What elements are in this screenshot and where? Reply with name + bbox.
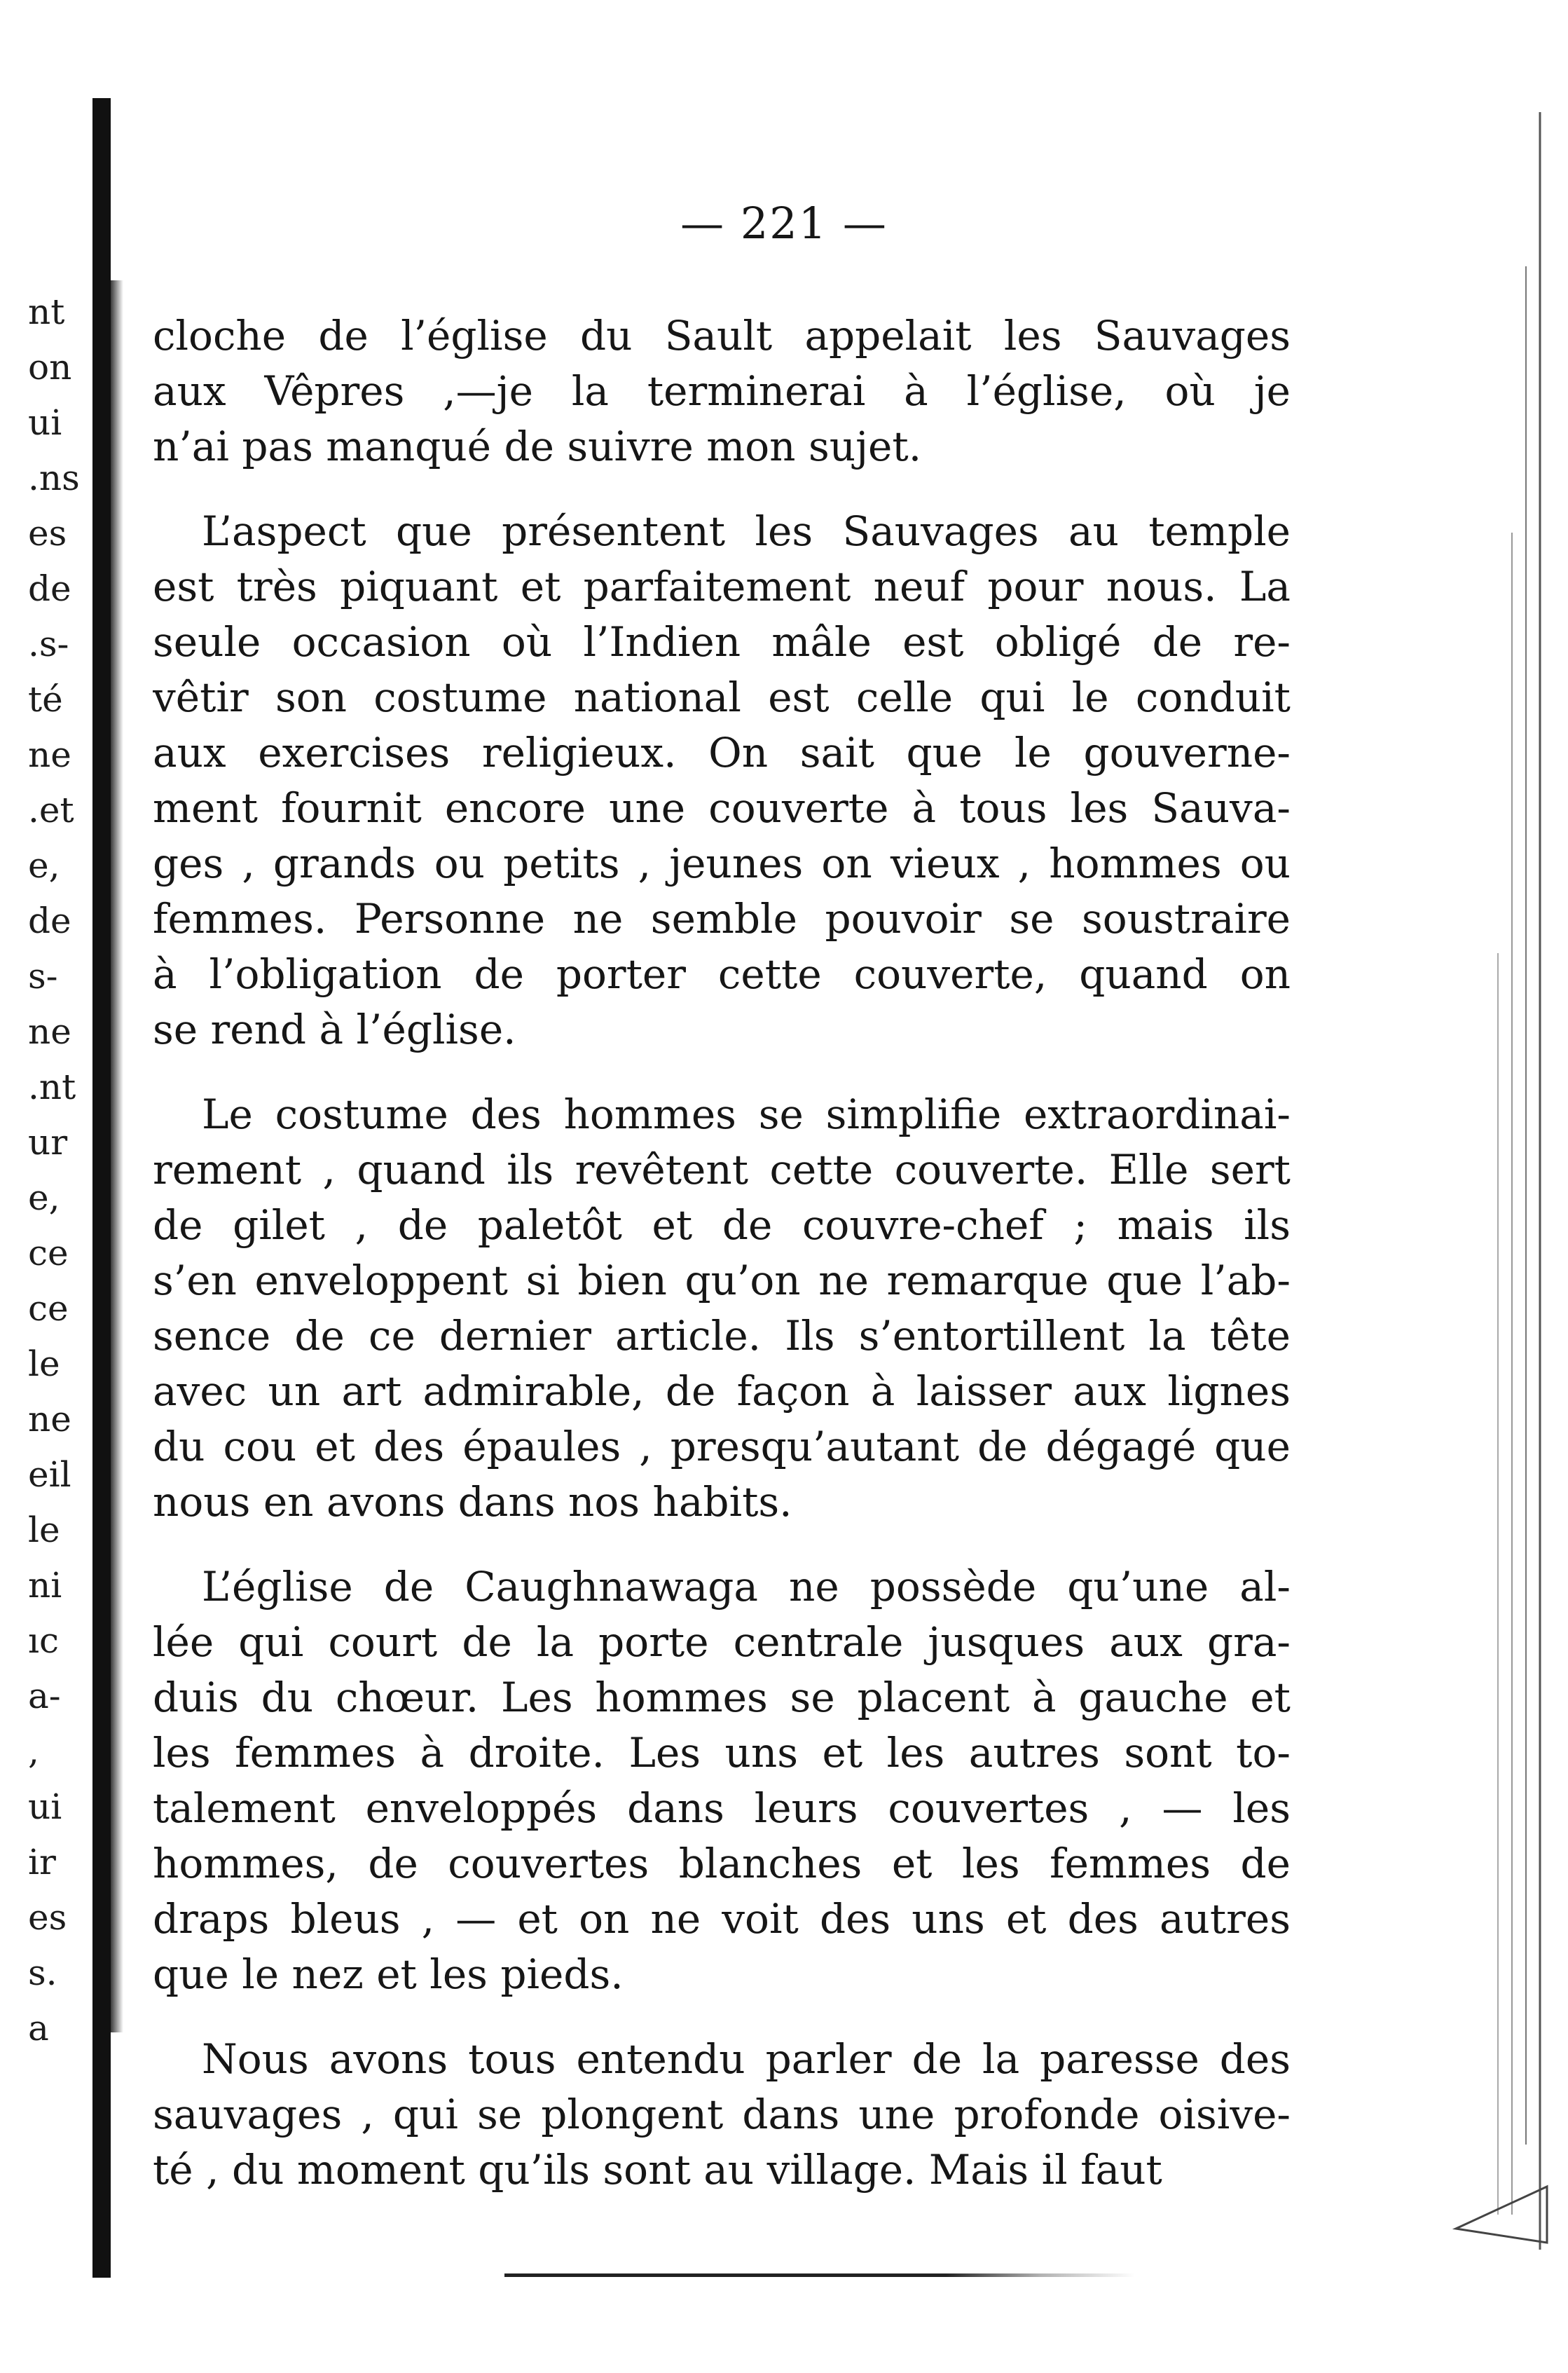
margin-fragment: .s- [28,624,69,664]
margin-fragment: ni [28,1565,62,1606]
text-line: n’ai pas manqué de suivre mon sujet. [153,423,922,470]
margin-fragment: es [28,513,67,554]
text-line: sence de ce dernier article. Ils s’entortillent la tête [153,1312,1291,1360]
margin-fragment: nt [28,292,65,332]
text-line: vêtir son costume national est celle qui le conduit [153,673,1291,721]
text-line: du cou et des épaules , presqu’autant de dégagé que [153,1423,1291,1470]
margin-fragment: le [28,1510,60,1550]
text-line: lée qui court de la porte centrale jusques aux gra- [153,1618,1291,1666]
paragraph [153,1087,1291,1530]
margin-fragment: a- [28,1676,61,1716]
margin-fragment: e, [28,845,60,886]
text-line: duis du chœur. Les hommes se placent à gauche et [153,1674,1291,1721]
text-line: rement , quand ils revêtent cette couverte. Elle sert [153,1146,1291,1194]
margin-fragment: es [28,1897,67,1938]
text-line: femmes. Personne ne semble pouvoir se soustraire [153,895,1291,943]
margin-fragment: de [28,568,71,609]
margin-fragment: ce [28,1288,69,1329]
margin-fragment: .et [28,790,74,830]
text-line: se rend à l’église. [153,1006,516,1053]
text-line: nous en avons dans nos habits. [153,1478,792,1526]
text-line: Nous avons tous entendu parler de la paresse des [202,2035,1291,2083]
margin-fragment: ne [28,734,71,775]
binding-edge [111,280,123,2032]
margin-fragment: le [28,1343,60,1384]
text-line: cloche de l’église du Sault appelait les Sauvages [153,312,1291,360]
margin-fragment: ce [28,1233,69,1273]
margin-fragment: té [28,679,63,720]
margin-fragment: s. [28,1953,57,1993]
text-line: aux Vêpres ,—je la terminerai à l’église, où je [153,367,1291,415]
text-line: ment fournit encore une couverte à tous les Sauva- [153,784,1291,832]
margin-fragment: ui [28,402,62,443]
margin-fragment: ir [28,1842,56,1882]
text-line: sauvages , qui se plongent dans une profonde oisive- [153,2091,1291,2138]
margin-fragment: a [28,2008,49,2049]
margin-fragment: ur [28,1122,68,1163]
binding-shadow [92,98,111,2278]
text-line: de gilet , de paletôt et de couvre-chef ; mais ils [153,1201,1291,1249]
margin-fragment: on [28,347,72,388]
text-line: à l’obligation de porter cette couverte, quand on [153,950,1291,998]
margin-fragment: .ns [28,458,80,498]
text-line: té , du moment qu’ils sont au village. Mais il faut [153,2146,1162,2194]
text-line: que le nez et les pieds. [153,1950,624,1998]
text-line: est très piquant et parfaitement neuf pour nous. La [153,563,1291,610]
margin-fragment: ui [28,1786,62,1827]
text-line: draps bleus , — et on ne voit des uns et des autres [153,1895,1291,1943]
text-line: les femmes à droite. Les uns et les autres sont to- [153,1729,1291,1777]
text-line: s’en enveloppent si bien qu’on ne remarque que l’ab- [153,1257,1291,1304]
text-line: L’église de Caughnawaga ne possède qu’une al- [202,1563,1291,1611]
text-line: hommes, de couvertes blanches et les femmes de [153,1840,1291,1887]
text-line: talement enveloppés dans leurs couvertes , — les [153,1784,1291,1832]
margin-fragment: .nt [28,1067,76,1107]
paragraph [153,2032,1291,2198]
text-line: L’aspect que présentent les Sauvages au temple [202,507,1291,555]
book-right-edge [1428,112,1554,2285]
margin-fragment: s- [28,956,58,997]
margin-fragment: ne [28,1011,71,1052]
paragraph [153,308,1291,474]
margin-fragment: eil [28,1454,71,1495]
text-line: aux exercises religieux. On sait que le gouverne- [153,729,1291,777]
page-edge-lines [1428,112,1554,2285]
margin-fragment: e, [28,1177,60,1218]
text-line: seule occasion où l’Indien mâle est obligé de re- [153,618,1291,666]
text-block [153,308,1291,2227]
text-line: Le costume des hommes se simplifie extraordinai- [202,1090,1291,1138]
paragraph [153,1559,1291,2002]
margin-fragment: de [28,901,71,941]
paragraph [153,504,1291,1058]
page-number: — 221 — [680,198,888,249]
margin-fragment: , [28,1731,39,1772]
bottom-rule [504,2273,1135,2277]
text-line: avec un art admirable, de façon à laisser aux lignes [153,1367,1291,1415]
margin-fragment: ne [28,1399,71,1439]
margin-fragment: ıc [28,1620,59,1661]
text-line: ges , grands ou petits , jeunes on vieux , hommes ou [153,840,1291,887]
